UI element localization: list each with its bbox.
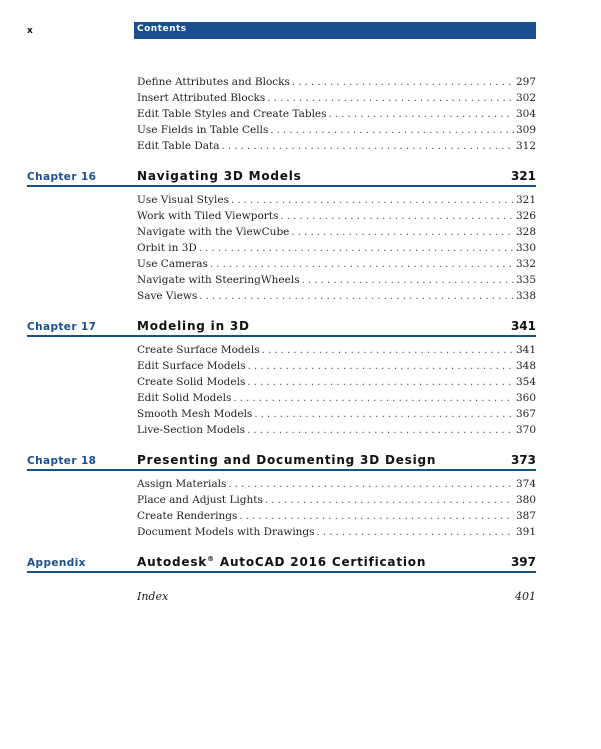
toc-entry[interactable]: Smooth Mesh Models . . . 367 <box>137 408 536 422</box>
chapter-page: 341 <box>510 319 536 333</box>
toc-entry[interactable]: Define Attributes and Blocks . . . 297 <box>137 76 536 90</box>
running-header-title: Contents <box>137 24 187 34</box>
running-header-bar <box>134 22 536 39</box>
page-number: x <box>27 26 33 36</box>
toc-entry[interactable]: Use Cameras . . . 332 <box>137 258 536 272</box>
chapter-page: 321 <box>510 169 536 183</box>
toc-entry[interactable]: Use Visual Styles . . . 321 <box>137 194 536 208</box>
chapter-label: Chapter 17 <box>27 321 97 333</box>
toc-entry[interactable]: Edit Surface Models . . . 348 <box>137 360 536 374</box>
toc-entry[interactable]: Navigate with the ViewCube . . . 328 <box>137 226 536 240</box>
toc-entry[interactable]: Place and Adjust Lights . . . 380 <box>137 494 536 508</box>
toc-entry[interactable]: Insert Attributed Blocks . . . 302 <box>137 92 536 106</box>
index-page: 401 <box>515 590 536 603</box>
chapter-title[interactable]: Presenting and Documenting 3D Design <box>137 453 437 467</box>
toc-entry[interactable]: Orbit in 3D . . . 330 <box>137 242 536 256</box>
toc-entry[interactable]: Save Views . . . 338 <box>137 290 536 304</box>
toc-entry[interactable]: Create Solid Models . . . 354 <box>137 376 536 390</box>
chapter-rule <box>27 469 536 471</box>
toc-entry[interactable]: Create Renderings . . . 387 <box>137 510 536 524</box>
appendix-page: 397 <box>510 555 536 569</box>
toc-entry[interactable]: Assign Materials . . . 374 <box>137 478 536 492</box>
chapter-rule <box>27 185 536 187</box>
appendix-label: Appendix <box>27 557 86 569</box>
toc-entry[interactable]: Navigate with SteeringWheels . . . 335 <box>137 274 536 288</box>
toc-entry[interactable]: Document Models with Drawings . . . 391 <box>137 526 536 540</box>
toc-entry[interactable]: Use Fields in Table Cells . . . 309 <box>137 124 536 138</box>
toc-entry[interactable]: Edit Table Styles and Create Tables . . . 304 <box>137 108 536 122</box>
chapter-rule <box>27 335 536 337</box>
chapter-title[interactable]: Modeling in 3D <box>137 319 250 333</box>
chapter-rule <box>27 571 536 573</box>
index-label[interactable]: Index <box>137 590 169 603</box>
chapter-label: Chapter 16 <box>27 171 97 183</box>
appendix-title[interactable]: Autodesk® AutoCAD 2016 Certification <box>137 555 427 569</box>
chapter-title[interactable]: Navigating 3D Models <box>137 169 302 183</box>
toc-entry[interactable]: Work with Tiled Viewports . . . 326 <box>137 210 536 224</box>
toc-entry[interactable]: Edit Table Data . . . 312 <box>137 140 536 154</box>
toc-entry[interactable]: Create Surface Models . . . 341 <box>137 344 536 358</box>
toc-entry[interactable]: Live-Section Models . . . 370 <box>137 424 536 438</box>
chapter-page: 373 <box>510 453 536 467</box>
chapter-label: Chapter 18 <box>27 455 97 467</box>
toc-entry[interactable]: Edit Solid Models . . . 360 <box>137 392 536 406</box>
